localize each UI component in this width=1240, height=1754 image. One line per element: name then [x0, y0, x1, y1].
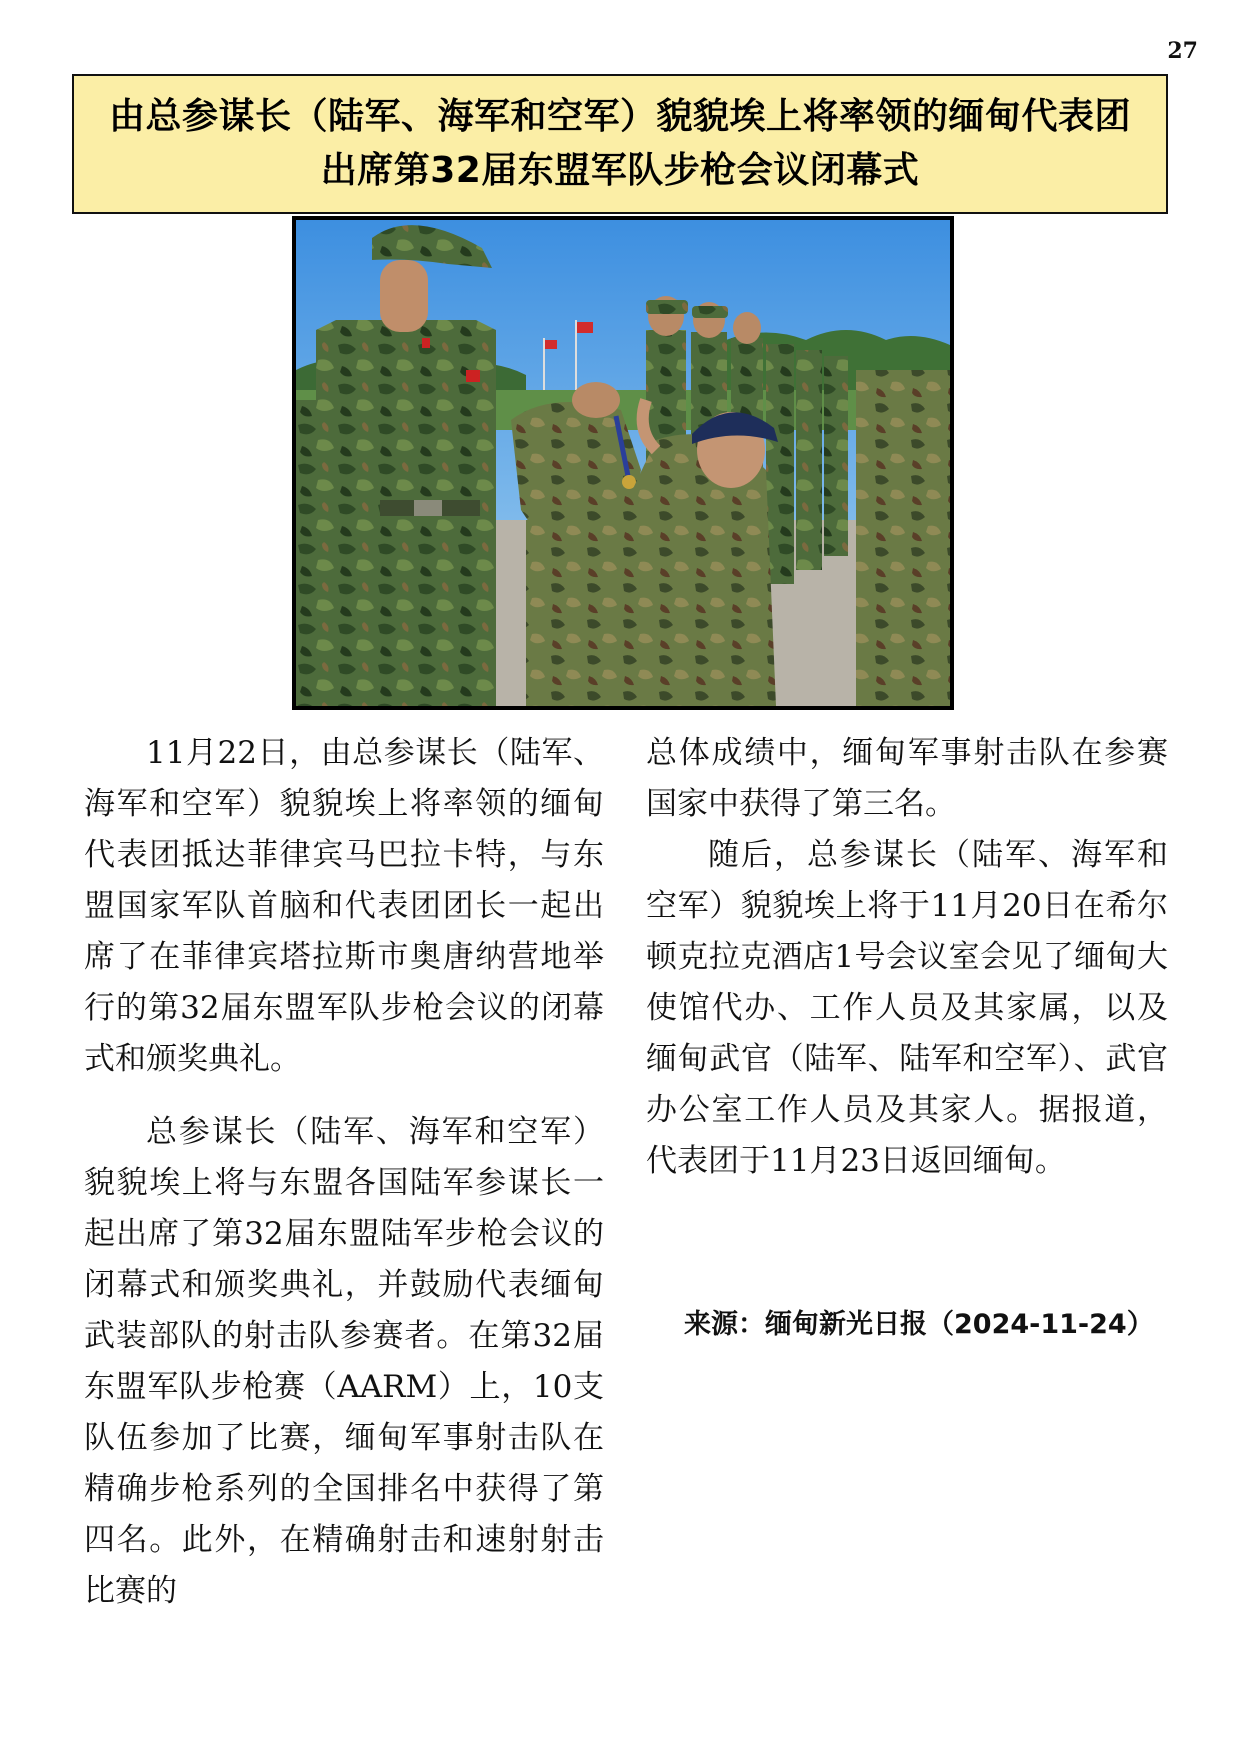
article-paragraph-3: 随后，总参谋长（陆军、海军和空军）貌貌埃上将于11月20日在希尔顿克拉克酒店1号会议室会见了缅甸大使馆代办、工作人员及其家属，以及缅甸武官（陆军、陆军和空军）、武官办公室工作人员及其家人。据报道，代表团于11月23日返回缅甸。 — [646, 837, 1168, 1179]
article-paragraph-2: 总参谋长（陆军、海军和空军）貌貌埃上将与东盟各国陆军参谋长一起出席了第32届东盟陆军步枪会议的闭幕式和颁奖典礼，并鼓励代表缅甸武装部队的射击队参赛者。在第32届东盟军队步枪赛（AARM）上，10支队伍参加了比赛，缅甸军事射击队在精确步枪系列的全国排名中获得了第四名。此外，在精确射击和速射射击比赛的 — [84, 1114, 604, 1609]
source-citation: 来源：缅甸新光日报（2024-11-24） — [684, 1309, 1154, 1340]
headline-line-2: 出席第32届东盟军队步枪会议闭幕式 — [320, 150, 920, 191]
article-column-left — [84, 728, 604, 1617]
news-photo — [292, 216, 954, 710]
page-number: 27 — [1167, 38, 1198, 64]
headline-box — [72, 74, 1168, 214]
article-paragraph-2-continued: 总体成绩中，缅甸军事射击队在参赛国家中获得了第三名。 — [646, 735, 1168, 822]
article-column-right — [646, 728, 1168, 1187]
headline-line-1: 由总参谋长（陆军、海军和空军）貌貌埃上将率领的缅甸代表团 — [108, 96, 1131, 137]
article-paragraph-1: 11月22日，由总参谋长（陆军、海军和空军）貌貌埃上将率领的缅甸代表团抵达菲律宾马巴拉卡特，与东盟国家军队首脑和代表团团长一起出席了在菲律宾塔拉斯市奥唐纳营地举行的第32届东盟军队步枪会议的闭幕式和颁奖典礼。 — [84, 735, 604, 1077]
